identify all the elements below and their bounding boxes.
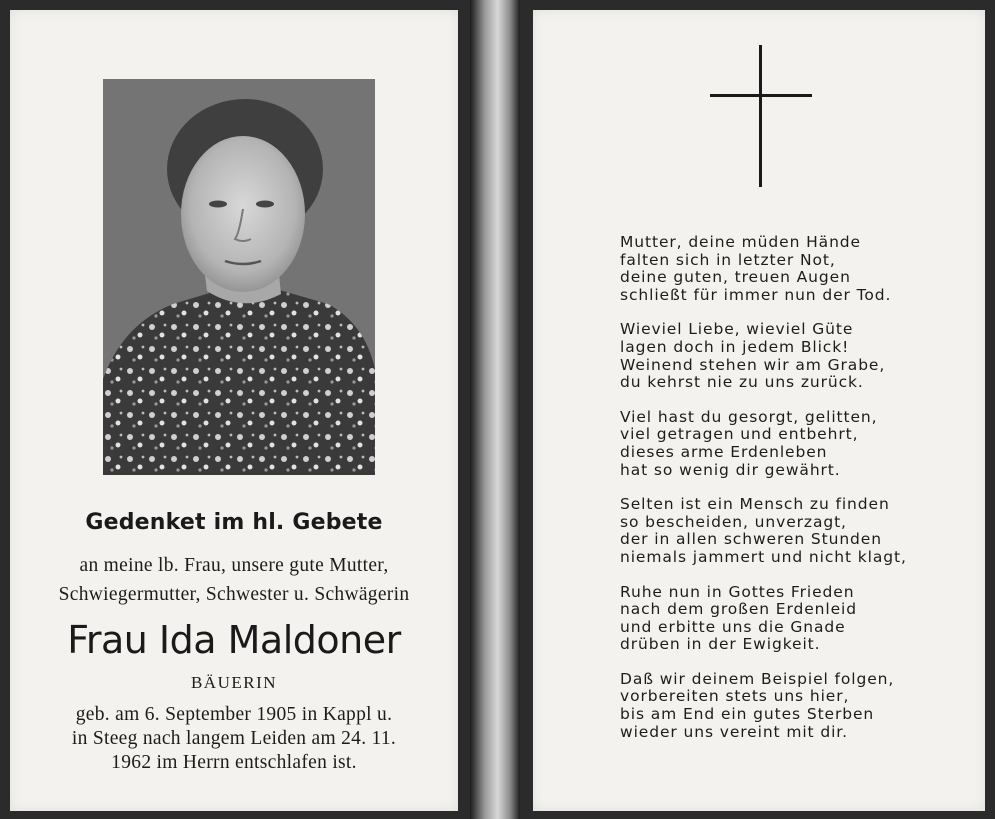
poem-line: du kehrst nie zu uns zurück. bbox=[620, 373, 864, 392]
poem-line: dieses arme Erdenleben bbox=[620, 442, 828, 461]
poem-line: und erbitte uns die Gnade bbox=[620, 617, 846, 636]
poem-line: drüben in der Ewigkeit. bbox=[620, 635, 821, 654]
poem-stanza bbox=[620, 234, 960, 304]
poem-line: falten sich in letzter Not, bbox=[620, 250, 836, 269]
poem-line: Daß wir deinem Beispiel folgen, bbox=[620, 669, 895, 688]
biography-line-1: geb. am 6. September 1905 in Kappl u. bbox=[75, 704, 393, 725]
poem bbox=[620, 234, 960, 758]
poem-line: Ruhe nun in Gottes Frieden bbox=[620, 582, 855, 601]
dedication-line-2: Schwiegermutter, Schwester u. Schwägerin bbox=[58, 584, 410, 605]
portrait-photo bbox=[103, 79, 375, 475]
poem-line: nach dem großen Erdenleid bbox=[620, 600, 857, 619]
poem-line: Weinend stehen wir am Grabe, bbox=[620, 355, 886, 374]
poem-stanza bbox=[620, 584, 960, 654]
deceased-name: Frau Ida Maldoner bbox=[67, 618, 401, 662]
poem-line: schließt für immer nun der Tod. bbox=[620, 285, 892, 304]
poem-line: Selten ist ein Mensch zu finden bbox=[620, 495, 890, 514]
cross-icon bbox=[759, 45, 762, 187]
biography-line-2: in Steeg nach langem Leiden am 24. 11. bbox=[71, 728, 397, 749]
poem-stanza bbox=[620, 321, 960, 391]
poem-stanza bbox=[620, 409, 960, 479]
poem-line: vorbereiten stets uns hier, bbox=[620, 687, 850, 706]
memorial-card-front bbox=[10, 10, 458, 811]
poem-line: viel getragen und entbehrt, bbox=[620, 425, 859, 444]
memorial-heading: Gedenket im hl. Gebete bbox=[85, 510, 383, 535]
poem-line: lagen doch in jedem Blick! bbox=[620, 337, 850, 356]
poem-line: deine guten, treuen Augen bbox=[620, 268, 851, 287]
occupation: BÄUERIN bbox=[190, 673, 278, 692]
poem-line: bis am End ein gutes Sterben bbox=[620, 705, 875, 724]
dedication-line-1: an meine lb. Frau, unsere gute Mutter, bbox=[79, 555, 389, 576]
poem-line: so bescheiden, unverzagt, bbox=[620, 512, 847, 531]
poem-stanza bbox=[620, 496, 960, 566]
biography-line-3: 1962 im Herrn entschlafen ist. bbox=[111, 752, 357, 773]
poem-line: Mutter, deine müden Hände bbox=[620, 233, 861, 251]
card-gap bbox=[470, 0, 520, 819]
poem-line: Viel hast du gesorgt, gelitten, bbox=[620, 407, 878, 426]
poem-line: hat so wenig dir gewährt. bbox=[620, 460, 841, 479]
cross-icon-bar bbox=[710, 94, 812, 97]
poem-line: niemals jammert und nicht klagt, bbox=[620, 547, 907, 566]
poem-stanza bbox=[620, 671, 960, 741]
poem-line: wieder uns vereint mit dir. bbox=[620, 722, 848, 741]
poem-line: der in allen schweren Stunden bbox=[620, 530, 882, 549]
poem-line: Wieviel Liebe, wieviel Güte bbox=[620, 320, 854, 339]
